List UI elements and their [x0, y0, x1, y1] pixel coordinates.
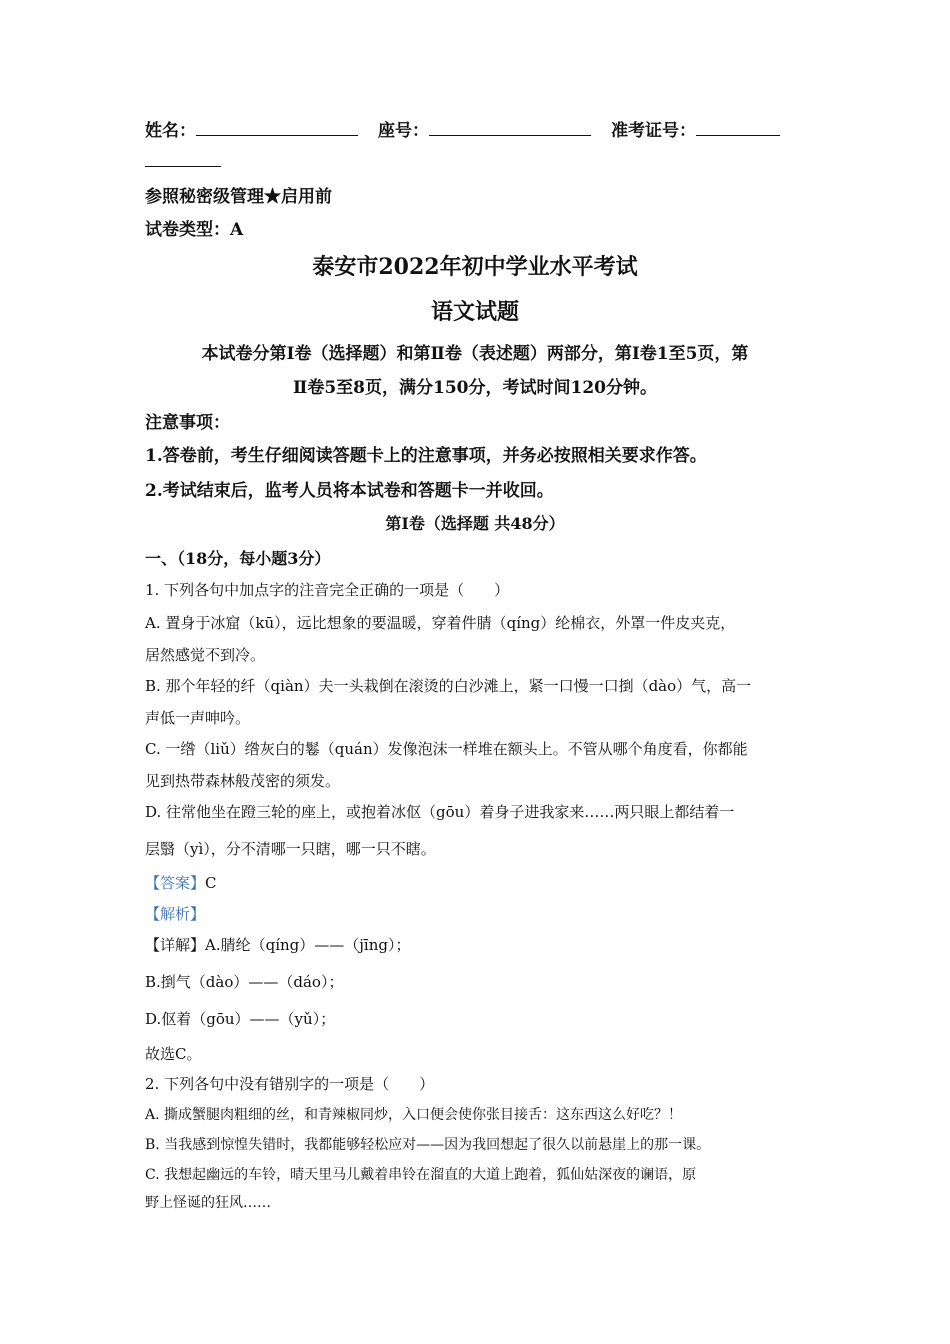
- q1-option-b-line2: 声低一声呻吟。: [145, 709, 251, 727]
- notice-item-2: 2.考试结束后，监考人员将本试卷和答题卡一并收回。: [145, 481, 554, 501]
- q1-detail-b: B.捯气（dào）——（dáo）；: [145, 973, 344, 991]
- q2-option-c-line2: 野上怪诞的狂风……: [145, 1195, 271, 1211]
- q2-option-c-line1: C. 我想起幽远的车铃，晴天里马儿戴着串铃在溜直的大道上跑着，狐仙姑深夜的谰语，原: [145, 1167, 697, 1183]
- secret-level: 参照秘密级管理★启用前: [145, 187, 332, 207]
- q1-option-b-line1: B. 那个年轻的纤（qiàn）夫一头栽倒在滚烫的白沙滩上，紧一口慢一口捯（dào）气，高一: [145, 677, 752, 695]
- q1-conclusion: 故选C。: [145, 1045, 202, 1063]
- seat-blank[interactable]: [429, 119, 591, 136]
- notice-heading: 注意事项：: [145, 413, 230, 433]
- q2-option-a: A. 撕成蟹腿肉粗细的丝，和青辣椒同炒，入口便会使你张目接舌：这东西这么好吃？！: [145, 1107, 683, 1123]
- q1-option-a-line1: A. 置身于冰窟（kū），远比想象的要温暖，穿着件腈（qíng）纶棉衣，外罩一件皮夹克，: [145, 614, 736, 632]
- q1-answer: [145, 872, 805, 893]
- intro-line-2: Ⅱ卷5至8页，满分150分，考试时间120分钟。: [293, 378, 657, 398]
- ticket-blank-continued[interactable]: [145, 150, 805, 171]
- seat-label: 座号：: [378, 121, 429, 141]
- q1-option-d-line2: 层翳（yì），分不清哪一只瞎，哪一只不瞎。: [145, 840, 436, 858]
- answer-tag: 【答案】: [145, 874, 206, 892]
- analysis-tag: 【解析】: [145, 905, 206, 923]
- intro-line-1: 本试卷分第Ⅰ卷（选择题）和第Ⅱ卷（表述题）两部分，第Ⅰ卷1至5页，第: [201, 344, 749, 364]
- q2-stem: 2. 下列各句中没有错别字的一项是（ ）: [145, 1075, 435, 1093]
- q1-option-c-line1: C. 一绺（liǔ）绺灰白的鬈（quán）发像泡沫一样堆在额头上。不管从哪个角度看，你都能: [145, 740, 748, 758]
- header-fields: [145, 116, 805, 141]
- q1-option-a-line2: 居然感觉不到冷。: [145, 646, 266, 664]
- section-heading: 一、（18分，每小题3分）: [145, 549, 331, 568]
- answer-value: C: [205, 874, 217, 892]
- name-label: 姓名：: [145, 121, 196, 141]
- paper-type: 试卷类型：A: [145, 220, 244, 240]
- q1-stem: 1. 下列各句中加点字的注音完全正确的一项是（ ）: [145, 581, 510, 599]
- q1-detail-d: D.伛着（gōu）——（yǔ）；: [145, 1010, 336, 1028]
- q1-option-d-line1: D. 往常他坐在蹬三轮的座上，或抱着冰伛（gōu）着身子进我家来……两只眼上都结着一: [145, 803, 735, 821]
- q1-detail-a: 【详解】A.腈纶（qíng）——（jīng）；: [145, 936, 411, 954]
- exam-title: 泰安市2022年初中学业水平考试: [312, 254, 638, 280]
- ticket-blank[interactable]: [696, 119, 780, 136]
- q2-option-b: B. 当我感到惊惶失错时，我都能够轻松应对——因为我回想起了很久以前悬崖上的那一课。: [145, 1137, 711, 1153]
- name-blank[interactable]: [196, 119, 358, 136]
- exam-subtitle: 语文试题: [430, 299, 519, 325]
- ticket-label: 准考证号：: [611, 121, 696, 141]
- part1-heading: 第Ⅰ卷（选择题 共48分）: [385, 514, 565, 533]
- q1-option-c-line2: 见到热带森林般茂密的须发。: [145, 772, 341, 790]
- notice-item-1: 1.答卷前，考生仔细阅读答题卡上的注意事项，并务必按照相关要求作答。: [145, 446, 707, 466]
